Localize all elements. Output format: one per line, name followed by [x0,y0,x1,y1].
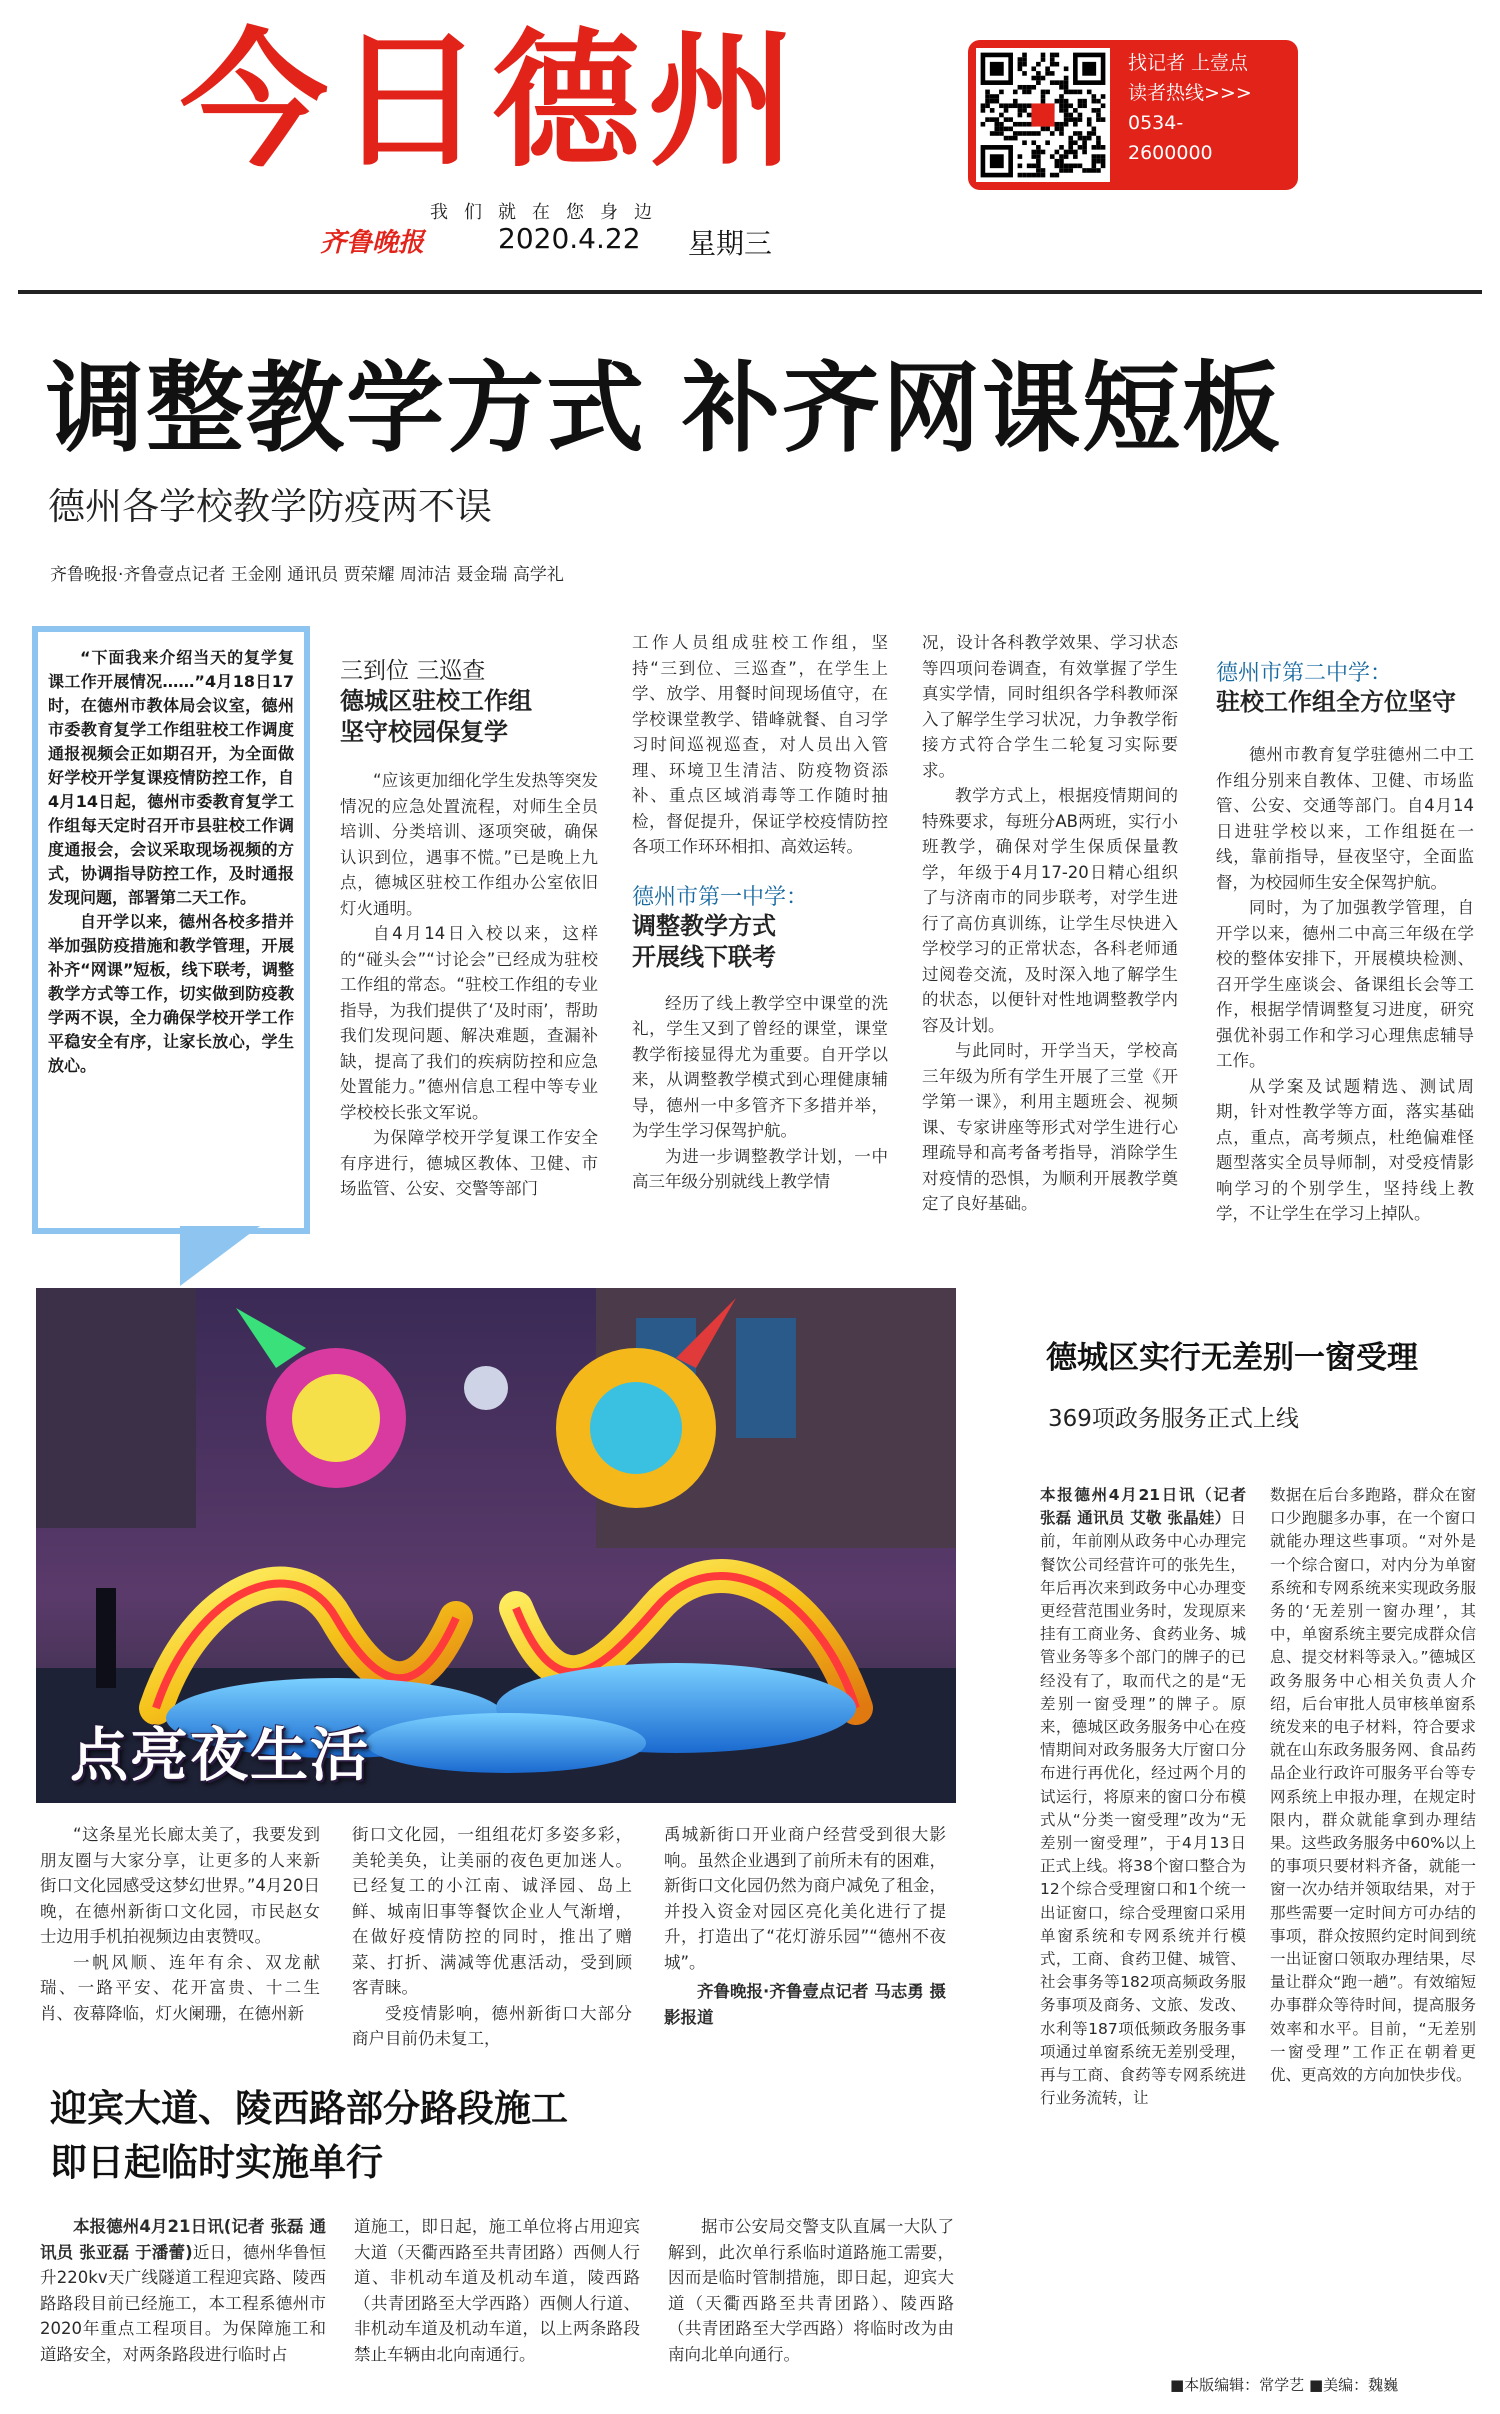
traffic-headline-line: 即日起临时实施单行 [50,2141,383,2184]
article-column-3 [632,630,888,1195]
article-paragraph: 德州市教育复学驻德州二中工作组分别来自教体、卫健、市场监管、公安、交通等部门。自4月14日进驻学校以来，工作组挺在一线，靠前指导，昼夜坚守，全面监督，为校园师生安全保驾护航。 [1216,745,1474,892]
lead-subheadline: 德州各学校教学防疫两不误 [48,485,492,528]
article-paragraph: 自4月14日入校以来，这样的“碰头会”“讨论会”已经成为驻校工作组的常态。“驻校工作组的专业指导，为我们提供了‘及时雨’，帮助我们发现问题、解决难题，查漏补缺，提高了我们的疾病防控和应急处置能力。”德州信息工程中等专业学校校长张文军说。 [340,924,598,1122]
traffic-story-headline [50,2082,568,2190]
qr-code-icon[interactable] [976,48,1110,182]
article-paragraph: “这条星光长廊太美了，我要发到朋友圈与大家分享，让更多的人来新街口文化园感受这梦幻世界。”4月20日晚，在德州新街口文化园，市民赵女士边用手机拍视频边由衷赞叹。 [40,1825,320,1946]
lead-byline: 齐鲁晚报·齐鲁壹点记者 王金刚 通讯员 贾荣耀 周沛洁 聂金瑞 高学礼 [50,565,564,585]
article-column-4 [922,630,1178,1217]
window-story-subheadline: 369项政务服务正式上线 [1048,1406,1299,1432]
photo-story-column-3 [664,1822,946,2030]
window-story-column-2 [1270,1484,1476,2087]
photo-story-column-2 [352,1822,632,2052]
article-paragraph: 为进一步调整教学计划，一中高三年级分别就线上教学情 [632,1146,888,1191]
article-paragraph: 一帆风顺、连年有余、双龙献瑞、一路平安、花开富贵、十二生肖、夜幕降临，灯火阑珊，在德州新 [40,1952,320,2023]
hotline-line-2: 读者热线>>> [1128,82,1252,104]
traffic-story-lead: 本报德州4月21日讯(记者 张磊 通讯员 张亚磊 于潘蕾) [40,2217,326,2262]
article-paragraph: 日前，年前刚从政务中心办理完餐饮公司经营许可的张先生，年后再次来到政务中心办理变更经营范围业务时，发现原来挂有工商业务、食药业务、城管业务等多个部门的牌子的已经没有了，取而代之的是“无差别一窗受理”的牌子。原来，德城区政务服务中心在疫情期间对政务服务大厅窗口分布进行再优化，经过两个月的试运行，将原来的窗口分布模式从“分类一窗受理”改为“无差别一窗受理”，于4月13日正式上线。将38个窗口整合为12个综合受理窗口和1个统一出证窗口，综合受理窗口采用单窗系统和专网系统并行模式，工商、食药卫健、城管、社会事务等182项高频政务服务事项及商务、文旅、发改、水利等187项低频政务服务事项通过单窗系统无差别受理，再与工商、食药等专网系统进行业务流转，让 [1040,1509,1246,2108]
traffic-story-column-2 [354,2214,640,2367]
section-kicker: 三到位 三巡查 [340,658,486,684]
masthead-slogan: 我们就在您身边 [430,202,668,223]
article-paragraph: 禹城新街口开业商户经营受到很大影响。虽然企业遇到了前所未有的困难，新街口文化园仍然为商户减免了租金，并投入资金对园区亮化美化进行了提升，打造出了“花灯游乐园”“德州不夜城”。 [664,1825,946,1972]
intro-paragraph: 自开学以来，德州各校多措并举加强防疫措施和教学管理，开展补齐“网课”短板，线下联考，调整教学方式等工作，切实做到防疫教学两不误，全力确保学校开学工作平稳安全有序，让家长放心，学生放心。 [48,912,294,1075]
traffic-story-column-1 [40,2214,326,2367]
section-heading: 驻校工作组全方位坚守 [1216,688,1456,716]
intro-box [32,626,310,1234]
article-paragraph: 同时，为了加强教学管理，自开学以来，德州二中高三年级在学校的整体安排下，开展模块检测、召开学生座谈会、备课组长会等工作，根据学情调整复习进度，研究强优补弱工作和学习心理焦虑辅导工作。 [1216,898,1474,1070]
hotline-line-3: 0534- [1128,112,1184,134]
article-paragraph: 为保障学校开学复课工作安全有序进行，德城区教体、卫健、市场监管、公安、交警等部门 [340,1128,598,1198]
section-heading: 坚守校园保复学 [340,718,508,746]
brand-logo: 齐鲁晚报 [320,228,425,258]
article-paragraph: 受疫情影响，德州新街口大部分商户目前仍未复工， [352,2003,632,2048]
window-story-column-1 [1040,1484,1246,2110]
section-heading: 德城区驻校工作组 [340,687,532,715]
photo-caption: 点亮夜生活 [70,1721,371,1789]
window-story-headline: 德城区实行无差别一窗受理 [1046,1340,1418,1376]
lead-headline: 调整教学方式 补齐网课短板 [46,351,1283,466]
section-kicker: 德州市第二中学： [1216,661,1393,686]
article-paragraph: 数据在后台多跑路，群众在窗口少跑腿多办事，在一个窗口就能办理这些事项。“对外是一个综合窗口，对内分为单窗系统和专网系统来实现政务服务的‘无差别一窗办理’，其中，单窗系统主要完成群众信息、提交材料等录入。”德城区政务服务中心相关负责人介绍，后台审批人员审核单窗系统发来的电子材料，符合要求就在山东政务服务网、食品药品企业行政许可服务平台等专网系统上申报办理，在规定时限内，群众就能拿到办理结果。这些政务服务中60%以上的事项只要材料齐备，就能一窗一次办结并领取结果，对于那些需要一定时间方可办结的事项，群众按照约定时间到统一出证窗口领取办理结果，尽量让群众“跑一趟”。有效缩短办事群众等待时间，提高服务效率和水平。目前，“无差别一窗受理”工作正在朝着更优、更高效的方向加快步伐。 [1270,1486,1476,2085]
photo-credit: 齐鲁晚报·齐鲁壹点记者 马志勇 摄影报道 [664,1982,946,2027]
intro-box-pointer [180,1226,260,1286]
page-editor-credit: ■本版编辑：常学艺 ■美编：魏巍 [1170,2376,1399,2394]
article-paragraph: 况，设计各科教学效果、学习状态等四项问卷调查，有效掌握了学生真实学情，同时组织各学科教师深入了解学生学习状况，力争教学衔接方式符合学生二轮复习实际要求。 [922,633,1178,780]
hotline-line-1: 找记者 上壹点 [1128,52,1249,74]
article-paragraph: 道施工，即日起，施工单位将占用迎宾大道（天衢西路至共青团路）西侧人行道、非机动车道及机动车道，陵西路（共青团路至大学西路）西侧人行道、非机动车道及机动车道，以上两条路段禁止车辆由北向南通行。 [354,2217,640,2364]
lantern-photo [36,1288,956,1803]
intro-paragraph: “下面我来介绍当天的复学复课工作开展情况……”4月18日17时，在德州市教体局会议室，德州市委教育复学工作组驻校工作调度通报视频会正如期召开，为全面做好学校开学复课疫情防控工作，自4月14日起，德州市委教育复学工作组每天定时召开市县驻校工作调度通报会，会议采取现场视频的方式，协调指导防控工作，及时通报发现问题，部署第二天工作。 [48,648,294,907]
masthead-divider [18,290,1482,294]
article-paragraph: 与此同时，开学当天，学校高三年级为所有学生开展了三堂《开学第一课》，利用主题班会、视频课、专家讲座等形式对学生进行心理疏导和高考备考指导，消除学生对疫情的恐惧，为顺利开展教学奠定了良好基础。 [922,1041,1178,1213]
article-paragraph: 工作人员组成驻校工作组，坚持“三到位、三巡查”，在学生上学、放学、用餐时间现场值守，在学校课堂教学、错峰就餐、自习学习时间巡视巡查，对人员出入管理、环境卫生清洁、防疫物资添补、重点区域消毒等工作随时抽检，督促提升，保证学校疫情防控各项工作环环相扣、高效运转。 [632,633,888,856]
issue-date: 2020.4.22 [498,222,641,255]
issue-weekday: 星期三 [688,227,773,260]
article-paragraph: 经历了线上教学空中课堂的洗礼，学生又到了曾经的课堂，课堂教学衔接显得尤为重要。自开学以来，从调整教学模式到心理健康辅导，德州一中多管齐下多措并举，为学生学习保驾护航。 [632,993,888,1140]
article-column-5 [1216,656,1474,1227]
masthead-title: 今日德州 [180,13,804,187]
article-paragraph: 据市公安局交警支队直属一大队了解到，此次单行系临时道路施工需要，因而是临时管制措施，即日起，迎宾大道（天衢西路至共青团路）、陵西路（共青团路至大学西路）将临时改为由南向北单向通行。 [668,2217,954,2364]
article-paragraph: 近日，德州华鲁恒升220kv天广线隧道工程迎宾路、陵西路路段目前已经施工，本工程系德州市2020年重点工程项目。为保障施工和道路安全，对两条路段进行临时占 [40,2242,327,2364]
window-story-lead: 本报德州4月21日讯（记者 张磊 通讯员 艾敬 张晶娃） [1040,1486,1246,1528]
section-kicker: 德州市第一中学： [632,884,809,910]
section-heading: 开展线下联考 [632,942,776,971]
article-paragraph: “应该更加细化学生发热等突发情况的应急处置流程，对师生全员培训、分类培训、逐项突破，确保认识到位，遇事不慌。”已是晚上九点，德城区驻校工作组办公室依旧灯火通明。 [340,771,598,918]
hotline-text [1128,48,1252,168]
photo-story-column-1 [40,1822,320,2026]
traffic-headline-line: 迎宾大道、陵西路部分路段施工 [50,2087,568,2130]
hotline-line-4: 2600000 [1128,142,1213,164]
traffic-story-column-3 [668,2214,954,2367]
article-paragraph: 从学案及试题精选、测试周期，针对性教学等方面，落实基础点，重点，高考频点，杜绝偏难怪题型落实全员导师制，对受疫情影响学习的个别学生，坚持线上教学，不让学生在学习上掉队。 [1216,1076,1474,1223]
hotline-box [968,40,1298,190]
article-paragraph: 街口文化园，一组组花灯多姿多彩，美轮美奂，让美丽的夜色更加迷人。已经复工的小江南、诚泽园、岛上鲜、城南旧事等餐饮企业人气渐增，在做好疫情防控的同时，推出了赠菜、打折、满减等优惠活动，受到顾客青睐。 [352,1825,632,1997]
article-column-2 [340,656,598,1202]
article-paragraph: 教学方式上，根据疫情期间的特殊要求，每班分AB两班，实行小班教学，确保对学生保质保量教学，年级于4月17-20日精心组织了与济南市的同步联考，对学生进行了高仿真训练，让学生尽快进入学校学习的正常状态，各科老师通过阅卷交流，及时深入地了解学生的状态，以便针对性地调整教学内容及计划。 [922,786,1178,1035]
section-heading: 调整教学方式 [632,911,776,940]
